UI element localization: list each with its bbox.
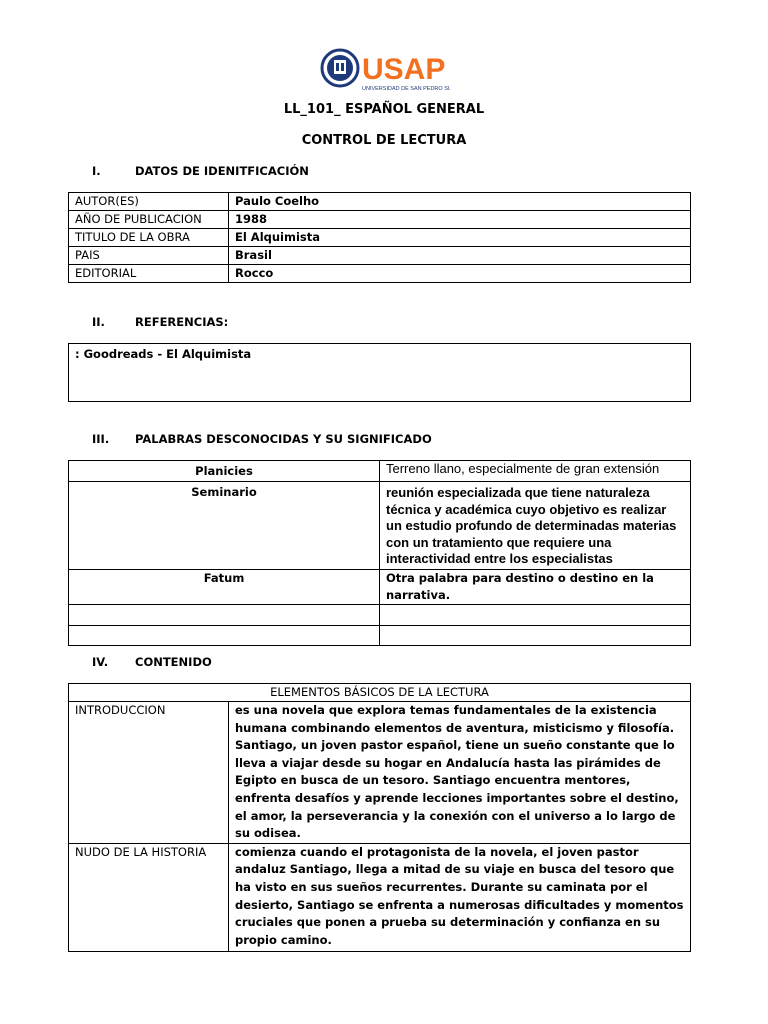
palabra-meaning: reunión especializada que tiene naturaleza técnica y académica cuyo objetivo es realizar un estudio profundo de determinadas materias con un tratamiento que requiere una interactividad entre los especialistas — [380, 482, 691, 570]
datos-label: EDITORIAL — [69, 265, 229, 283]
svg-text:UNIVERSIDAD DE SAN PEDRO SULA: UNIVERSIDAD DE SAN PEDRO SULA — [362, 86, 450, 92]
section-1-title: DATOS DE IDENITFICACIÓN — [135, 164, 309, 178]
referencias-box — [68, 343, 691, 402]
section-4-number: IV. — [92, 655, 109, 669]
table-row — [69, 265, 691, 283]
datos-label: TITULO DE LA OBRA — [69, 229, 229, 247]
table-row — [69, 482, 691, 570]
section-4-title: CONTENIDO — [135, 655, 212, 669]
palabras-table — [68, 460, 691, 646]
usap-logo — [320, 48, 450, 92]
palabra-meaning — [380, 604, 691, 625]
palabra-word — [69, 604, 380, 625]
document-title: CONTROL DE LECTURA — [301, 133, 467, 148]
table-row — [69, 625, 691, 645]
section-3-title: PALABRAS DESCONOCIDAS Y SU SIGNIFICADO — [135, 432, 432, 446]
table-row — [69, 569, 691, 604]
table-row — [69, 193, 691, 211]
course-title: LL_101_ ESPAÑOL GENERAL — [283, 102, 485, 117]
section-2-title: REFERENCIAS: — [135, 315, 229, 329]
contenido-text: es una novela que explora temas fundamentales de la existencia humana combinando elementos de aventura, misticismo y filosofía. Santiago, un joven pastor español, tiene un sueño constante que lo lleva a viajar desde su hogar en Andalucía hasta las pirámides de Egipto en busca de un tesoro. Santiago encuentra mentores, enfrenta desafíos y aprende lecciones importantes sobre el destino, el amor, la perseverancia y la conexión con el universo a lo largo de su odisea. — [229, 702, 691, 844]
table-row — [69, 702, 691, 844]
palabra-word — [69, 625, 380, 645]
datos-value: Rocco — [229, 265, 691, 283]
table-row — [69, 684, 691, 702]
contenido-label: NUDO DE LA HISTORIA — [69, 843, 229, 952]
datos-value: El Alquimista — [229, 229, 691, 247]
table-row — [69, 229, 691, 247]
palabra-word: Fatum — [69, 569, 380, 604]
datos-value: Brasil — [229, 247, 691, 265]
section-2-number: II. — [92, 315, 105, 329]
datos-label: AUTOR(ES) — [69, 193, 229, 211]
referencias-text: : Goodreads - El Alquimista — [69, 344, 691, 402]
palabra-word: Planicies — [69, 461, 380, 482]
table-row — [69, 604, 691, 625]
section-1-number: I. — [92, 164, 101, 178]
contenido-text: comienza cuando el protagonista de la novela, el joven pastor andaluz Santiago, llega a mitad de su viaje en busca del tesoro que ha visto en sus sueños recurrentes. Durante su caminata por el desierto, Santiago se enfrenta a numerosas dificultades y momentos cruciales que ponen a prueba su determinación y confianza en su propio camino. — [229, 843, 691, 952]
contenido-table — [68, 683, 691, 952]
datos-label: PAIS — [69, 247, 229, 265]
datos-value: 1988 — [229, 211, 691, 229]
contenido-header: ELEMENTOS BÁSICOS DE LA LECTURA — [69, 684, 691, 702]
contenido-label: INTRODUCCION — [69, 702, 229, 844]
table-row — [69, 461, 691, 482]
table-row — [69, 843, 691, 952]
section-3-number: III. — [92, 432, 110, 446]
palabra-word: Seminario — [69, 482, 380, 570]
datos-label: AÑO DE PUBLICACION — [69, 211, 229, 229]
palabra-meaning — [380, 625, 691, 645]
palabra-meaning: Terreno llano, especialmente de gran extensión — [380, 461, 691, 482]
table-row — [69, 247, 691, 265]
table-row — [69, 211, 691, 229]
datos-table — [68, 192, 691, 283]
palabra-meaning: Otra palabra para destino o destino en la narrativa. — [380, 569, 691, 604]
usap-seal-icon — [320, 48, 450, 92]
svg-text:USAP: USAP — [362, 53, 446, 86]
datos-value: Paulo Coelho — [229, 193, 691, 211]
